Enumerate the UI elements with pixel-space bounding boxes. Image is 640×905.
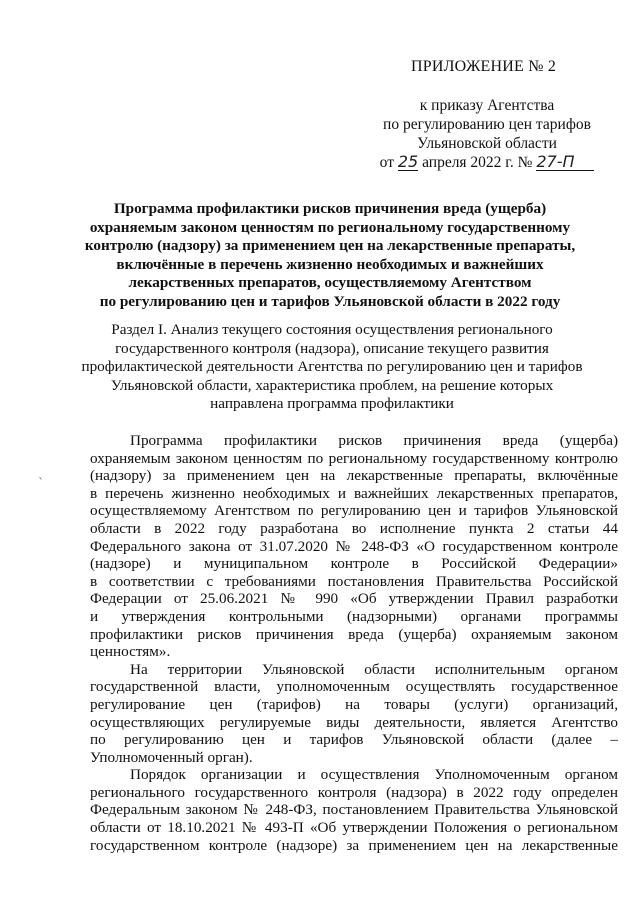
section-line: государственного контроля (надзора), описание текущего развития <box>115 339 549 357</box>
body-line: осуществляемому Агентством по регулированию цен и тарифов Ульяновской <box>90 502 618 520</box>
body-line: Программа профилактики рисков причинения вреда (ущерба) <box>130 432 618 449</box>
body-line: регионального государственного контроля (надзора) в 2022 году определен <box>90 783 618 801</box>
body-text <box>90 432 618 854</box>
margin-mark: ` <box>38 476 44 490</box>
handwritten-day: 25 <box>397 152 419 171</box>
body-line: регулирование цен (тарифов) на товары (услуги) организаций, <box>90 695 618 713</box>
body-line: Федерации от 25.06.2021 № 990 «Об утверждении Правил разработки <box>90 590 618 608</box>
title-line: включённые в перечень жизненно необходимых и важнейших <box>116 255 544 273</box>
section-line: профилактической деятельности Агентства по регулированию цен и тарифов <box>81 358 583 375</box>
date-prefix: от <box>379 154 394 171</box>
body-line: государственной власти, уполномоченным осуществлять государственное <box>90 678 618 696</box>
body-line: профилактики рисков причинения вреда (ущерба) охраняемым законом <box>90 625 618 643</box>
body-line: по регулированию цен и тарифов Ульяновской области (далее – <box>90 731 618 749</box>
body-line: в перечень жизненно необходимых и важнейших лекарственных препаратов, <box>90 484 618 502</box>
section-heading <box>72 321 592 414</box>
body-line: Уполномоченный орган). <box>90 748 253 766</box>
body-line: и утверждения контрольными (надзорными) органами программы <box>90 607 618 625</box>
body-line: в соответствии с требованиями постановления Правительства Российской <box>90 572 618 590</box>
body-line: Порядок организации и осуществления Уполномоченным органом <box>130 766 618 784</box>
body-line: области в 2022 году разработана во исполнение пункта 2 статьи 44 <box>90 519 618 537</box>
body-line: осуществляющих регулируемые виды деятельности, является Агентство <box>90 713 618 731</box>
body-line: Федерального закона от 31.07.2020 № 248-ФЗ «О государственном контроле <box>90 537 618 555</box>
order-line: по регулированию цен тарифов <box>383 116 591 133</box>
document-title <box>70 200 590 311</box>
body-line: (надзоре) и муниципальном контроле в Российской Федерации» <box>90 555 618 573</box>
handwritten-order-number: 27-П <box>536 154 594 171</box>
body-line: На территории Ульяновской области исполнительным органом <box>130 660 618 678</box>
title-line: Программа профилактики рисков причинения вреда (ущерба) <box>113 200 547 217</box>
section-line: Раздел I. Анализ текущего состояния осуществления регионального <box>111 321 553 338</box>
order-date-line <box>372 153 602 172</box>
title-line: охраняемым законом ценностям по региональному государственному <box>89 218 571 236</box>
body-line: (надзору) за применением цен на лекарственные препараты, включённые <box>90 467 618 485</box>
order-line: к приказу Агентства <box>419 97 555 114</box>
body-line: государственном контроле (надзоре) за применением цен на лекарственные <box>90 836 618 854</box>
title-line: по регулированию цен и тарифов Ульяновской области в 2022 году <box>99 292 561 310</box>
title-line: лекарственных препаратов, осуществляемому Агентством <box>128 274 532 291</box>
title-line: контролю (надзору) за применением цен на лекарственные препараты, <box>84 237 576 254</box>
body-line: ценностям». <box>90 643 171 661</box>
annex-label: ПРИЛОЖЕНИЕ № 2 <box>411 58 557 75</box>
section-line: направлена программа профилактики <box>210 395 454 412</box>
order-reference <box>372 96 602 172</box>
date-rest: апреля 2022 г. № <box>422 154 533 171</box>
section-line: Ульяновской области, характеристика проблем, на решение которых <box>110 376 554 394</box>
body-line: Федеральным законом № 248-ФЗ, постановлением Правительства Ульяновской <box>90 801 618 819</box>
body-line: области от 18.10.2021 № 493-П «Об утверждении Положения о региональном <box>90 819 618 837</box>
order-line: Ульяновской области <box>417 135 557 152</box>
body-line: охраняемым законом ценностям по региональному государственному контролю <box>90 449 618 467</box>
